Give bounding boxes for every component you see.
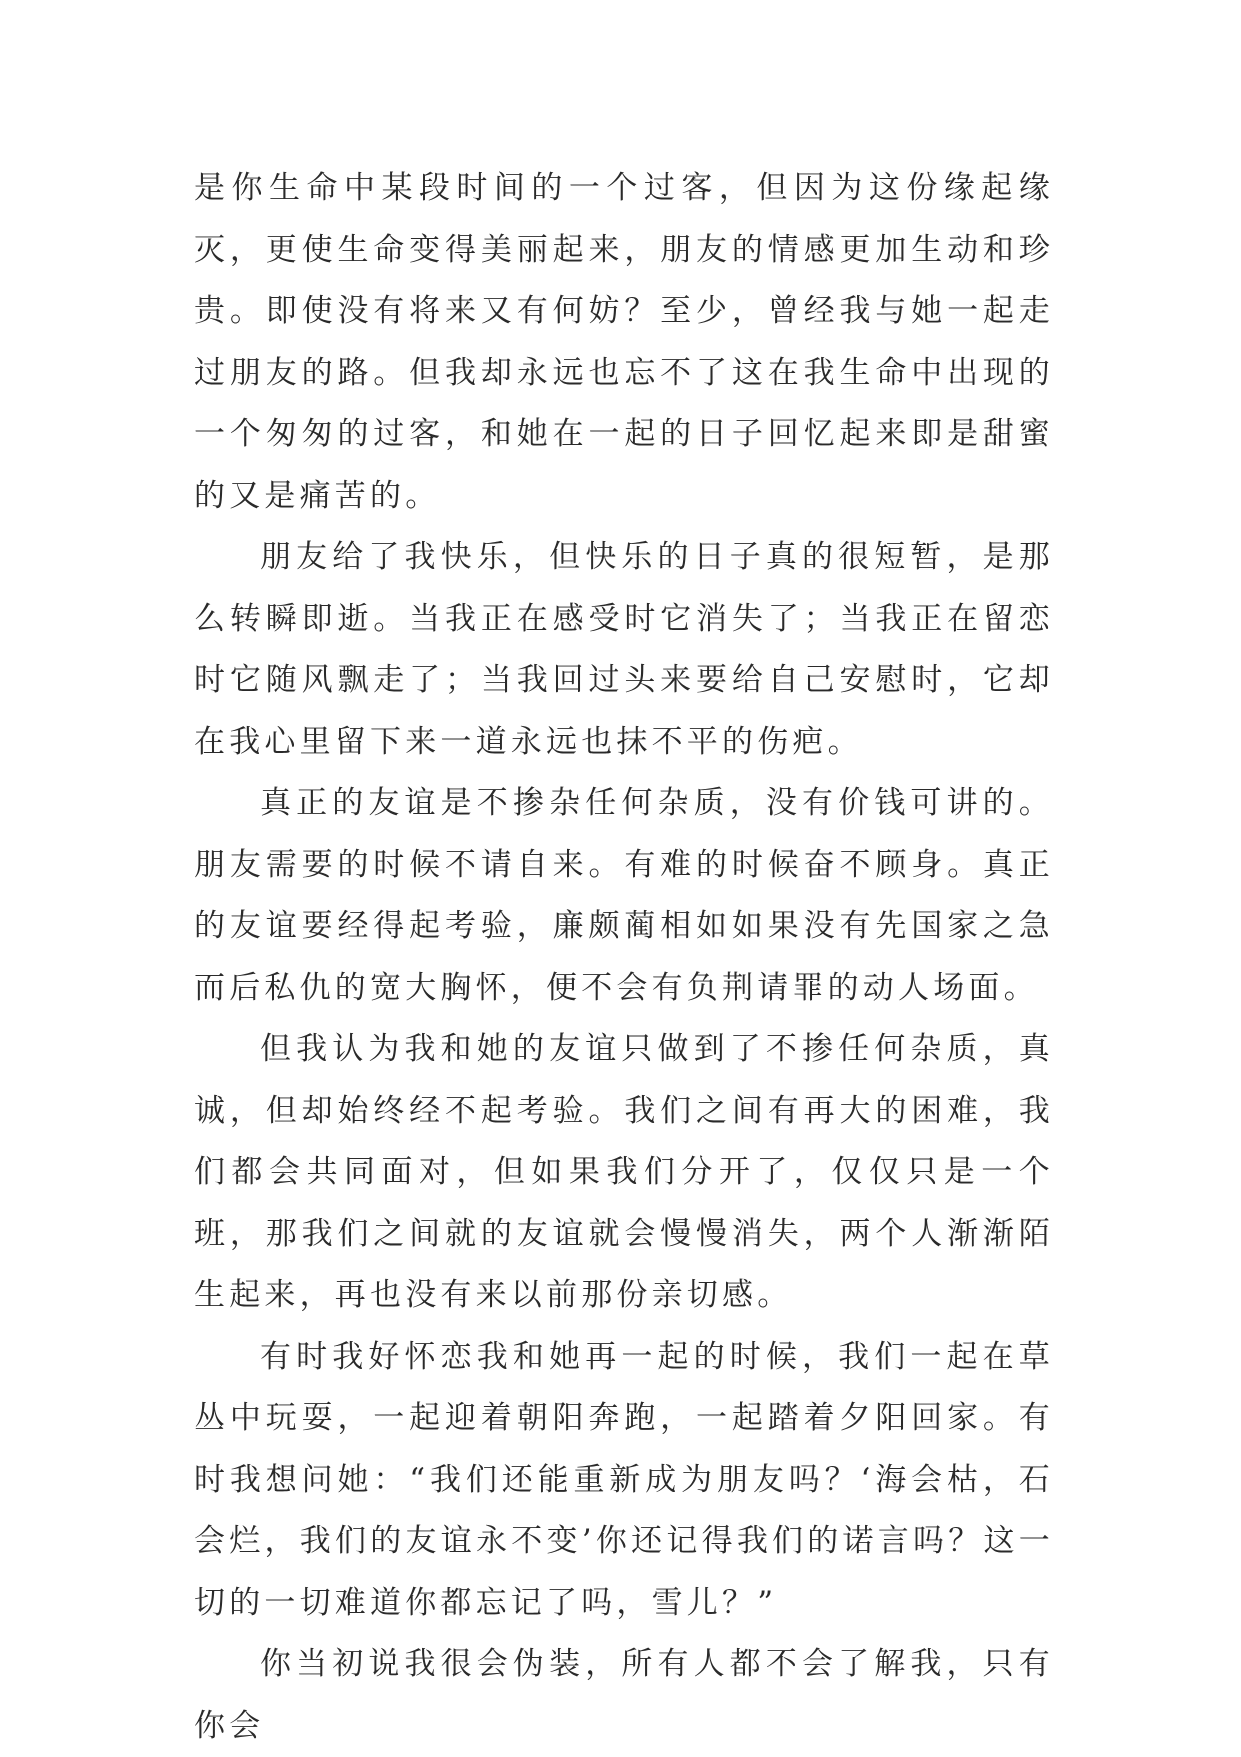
document-body (194, 158, 1054, 1757)
paragraph-2: 朋友给了我快乐，但快乐的日子真的很短暂，是那么转瞬即逝。当我正在感受时它消失了；当我正在留恋时它随风飘走了；当我回过头来要给自己安慰时，它却在我心里留下来一道永远也抹不平的伤疤。 (194, 539, 1054, 760)
paragraph-5: 有时我好怀恋我和她再一起的时候，我们一起在草丛中玩耍，一起迎着朝阳奔跑，一起踏着夕阳回家。有时我想问她：“我们还能重新成为朋友吗？‘海会枯，石会烂，我们的友谊永不变’你还记得我们的诺言吗？这一切的一切难道你都忘记了吗，雪儿？” (194, 1338, 1054, 1621)
paragraph-4: 但我认为我和她的友谊只做到了不掺任何杂质，真诚，但却始终经不起考验。我们之间有再大的困难，我们都会共同面对，但如果我们分开了，仅仅只是一个班，那我们之间就的友谊就会慢慢消失，两个人渐渐陌生起来，再也没有来以前那份亲切感。 (194, 1031, 1054, 1313)
paragraph-6: 你当初说我很会伪装，所有人都不会了解我，只有你会 (194, 1646, 1054, 1744)
paragraph-3: 真正的友谊是不掺杂任何杂质，没有价钱可讲的。朋友需要的时候不请自来。有难的时候奋不顾身。真正的友谊要经得起考验，廉颇蔺相如如果没有先国家之急而后私仇的宽大胸怀，便不会有负荆请罪的动人场面。 (194, 785, 1054, 1006)
paragraph-1: 是你生命中某段时间的一个过客，但因为这份缘起缘灭，更使生命变得美丽起来，朋友的情感更加生动和珍贵。即使没有将来又有何妨？至少，曾经我与她一起走过朋友的路。但我却永远也忘不了这在我生命中出现的一个匆匆的过客，和她在一起的日子回忆起来即是甜蜜的又是痛苦的。 (194, 170, 1054, 514)
